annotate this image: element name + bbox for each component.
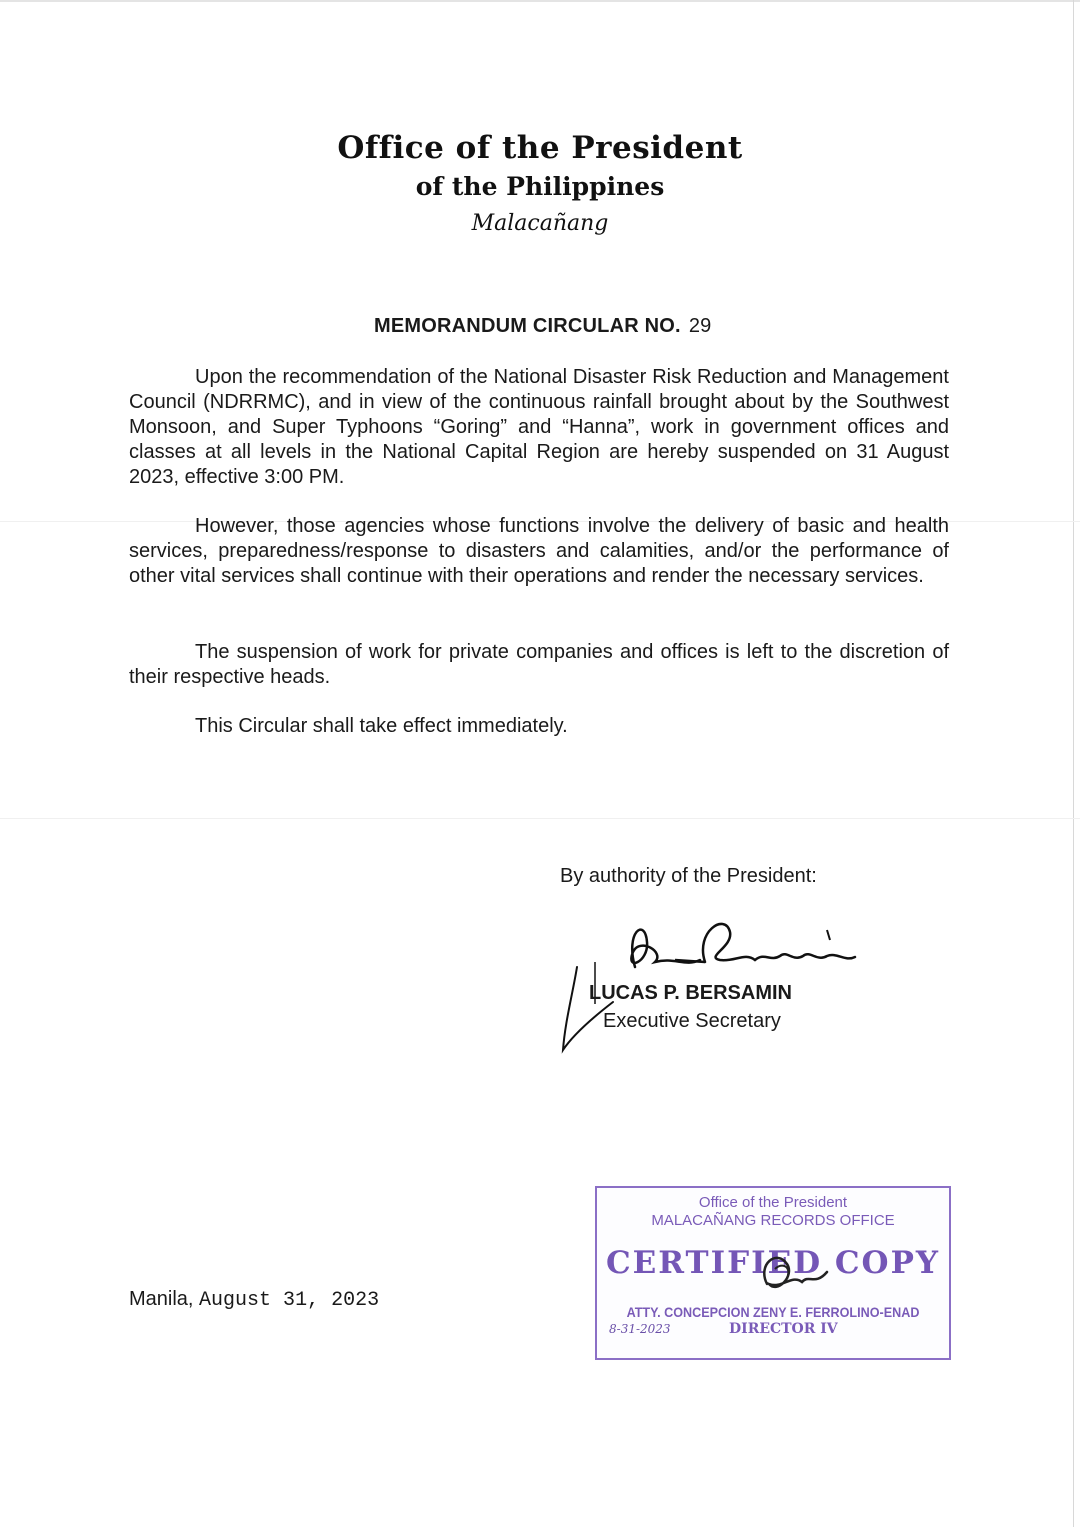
paragraph-4: This Circular shall take effect immediately. [195,715,568,737]
stamp-records-office: MALACAÑANG RECORDS OFFICE [651,1212,895,1229]
date: August 31, 2023 [199,1289,380,1312]
authority-line: By authority of the President: [560,865,817,887]
paragraph-2: However, those agencies whose functions involve the delivery of basic and health services, preparedness/response to disasters and calamities, and/or the performance of other vital services shall continue with their operations and render the necessary services. [129,515,949,587]
signer-title: Executive Secretary [603,1010,781,1032]
place-date [129,1288,379,1312]
paragraph-3: The suspension of work for private companies and offices is left to the discretion of their respective heads. [129,641,949,688]
letterhead-country: of the Philippines [415,172,665,201]
paragraph-1: Upon the recommendation of the National Disaster Risk Reduction and Management Council (NDRRMC), and in view of the continuous rainfall brought about by the Southwest Monsoon, and Super Typhoons “Goring” and “Hanna”, work in government offices and classes at all levels in the National Capital Region are hereby suspended on 31 August 2023, effective 3:00 PM. [129,366,949,488]
memo-title [374,315,711,338]
stamp-officer: ATTY. CONCEPCION ZENY E. FERROLINO-ENAD [626,1304,920,1320]
place: Manila, [129,1288,194,1310]
scan-artifact-line [0,818,1080,819]
memo-number: 29 [688,315,712,337]
stamp-position: DIRECTOR IV [729,1321,838,1337]
stamp-bottom-row [597,1321,949,1341]
stamp-signature-icon [747,1244,837,1314]
letterhead-office: Office of the President [337,130,743,166]
stamp-office: Office of the President [698,1194,848,1211]
signer-name: LUCAS P. BERSAMIN [589,982,792,1004]
page-top-edge [0,0,1080,2]
stamp-handwritten-date: 8-31-2023 [609,1322,671,1336]
memo-title-label: MEMORANDUM CIRCULAR NO. [374,315,681,337]
certified-copy-stamp [595,1186,951,1360]
letterhead [0,128,1080,242]
stamp-heading: CERTIFIED COPY [605,1245,941,1281]
letterhead-place: Malacañang [471,211,609,236]
